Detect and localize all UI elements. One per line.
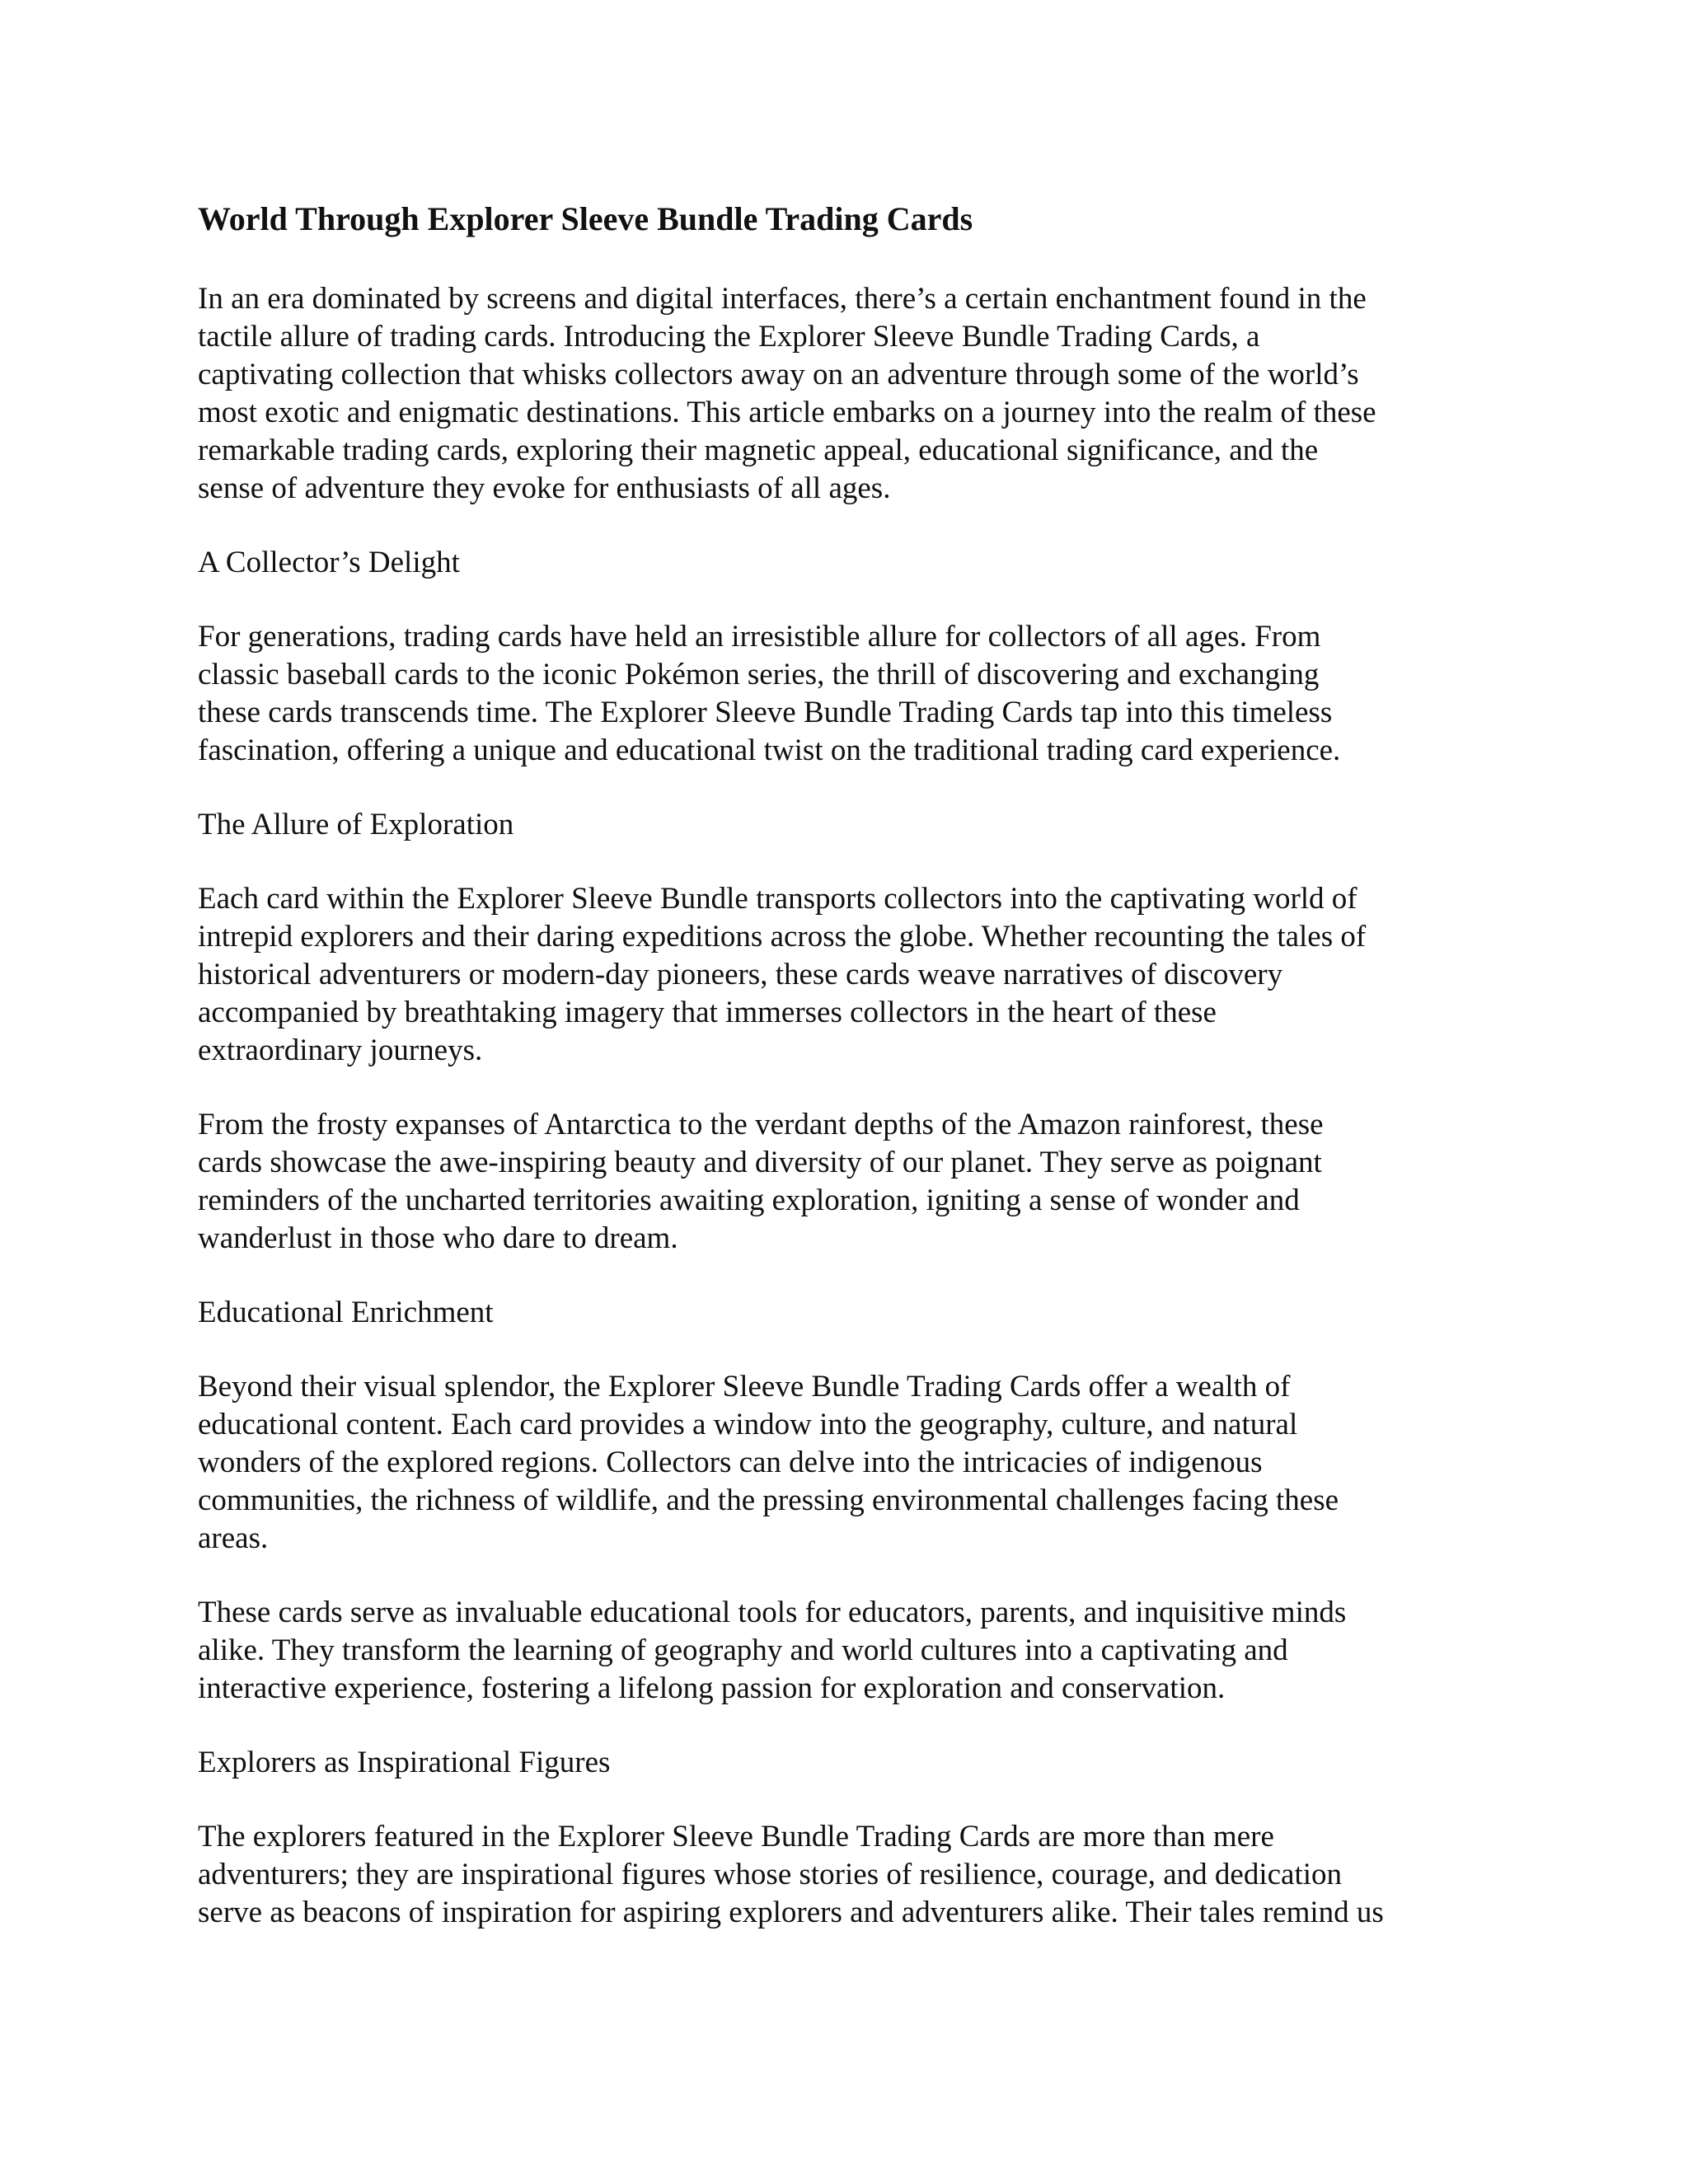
text-line: alike. They transform the learning of geography and world cultures into a captivating and	[198, 1633, 1288, 1667]
heading-text: A Collector’s Delight	[198, 546, 460, 579]
heading-text: The Allure of Exploration	[198, 808, 514, 841]
paragraph	[198, 1594, 1525, 1708]
text-line: Each card within the Explorer Sleeve Bundle transports collectors into the captivating world of	[198, 882, 1357, 916]
text-line: wonders of the explored regions. Collectors can delve into the intricacies of indigenous	[198, 1446, 1263, 1479]
document-page	[198, 196, 1525, 1968]
text-line: extraordinary journeys.	[198, 1033, 483, 1067]
text-line: Beyond their visual splendor, the Explorer Sleeve Bundle Trading Cards offer a wealth of	[198, 1370, 1291, 1404]
document-title: World Through Explorer Sleeve Bundle Trading Cards	[198, 200, 973, 237]
text-line: cards showcase the awe-inspiring beauty and diversity of our planet. They serve as poignant	[198, 1146, 1322, 1179]
paragraph	[198, 1106, 1525, 1258]
text-line: wanderlust in those who dare to dream.	[198, 1221, 678, 1255]
text-line: accompanied by breathtaking imagery that immerses collectors in the heart of these	[198, 996, 1217, 1029]
text-line: historical adventurers or modern-day pioneers, these cards weave narratives of discovery	[198, 958, 1283, 991]
section-heading	[198, 1294, 1525, 1332]
text-line: communities, the richness of wildlife, and the pressing environmental challenges facing these	[198, 1483, 1339, 1517]
text-line: educational content. Each card provides a window into the geography, culture, and natural	[198, 1408, 1298, 1441]
section-heading	[198, 1744, 1525, 1782]
text-line: interactive experience, fostering a lifelong passion for exploration and conservation.	[198, 1671, 1226, 1705]
text-line: remarkable trading cards, exploring their magnetic appeal, educational significance, and the	[198, 434, 1319, 467]
paragraph	[198, 618, 1525, 770]
text-line: These cards serve as invaluable educational tools for educators, parents, and inquisitive minds	[198, 1596, 1347, 1629]
paragraph	[198, 1368, 1525, 1558]
section-heading	[198, 806, 1525, 844]
paragraph	[198, 1818, 1525, 1932]
text-line: intrepid explorers and their daring expeditions across the globe. Whether recounting the tales of	[198, 920, 1367, 954]
text-line: reminders of the uncharted territories awaiting exploration, igniting a sense of wonder and	[198, 1183, 1300, 1217]
text-line: serve as beacons of inspiration for aspiring explorers and adventurers alike. Their tales remind us	[198, 1896, 1384, 1929]
text-line: most exotic and enigmatic destinations. This article embarks on a journey into the realm of these	[198, 396, 1376, 429]
intro-paragraph	[198, 280, 1525, 508]
text-line: sense of adventure they evoke for enthusiasts of all ages.	[198, 471, 891, 505]
text-line: tactile allure of trading cards. Introducing the Explorer Sleeve Bundle Trading Cards, a	[198, 320, 1260, 354]
text-line: captivating collection that whisks collectors away on an adventure through some of the world’s	[198, 358, 1359, 391]
text-line: these cards transcends time. The Explorer Sleeve Bundle Trading Cards tap into this timeless	[198, 696, 1333, 729]
heading-text: Explorers as Inspirational Figures	[198, 1746, 611, 1779]
text-line: classic baseball cards to the iconic Pokémon series, the thrill of discovering and exchanging	[198, 658, 1320, 691]
text-line: fascination, offering a unique and educational twist on the traditional trading card experience.	[198, 733, 1341, 767]
text-line: areas.	[198, 1521, 269, 1555]
text-line: adventurers; they are inspirational figures whose stories of resilience, courage, and dedication	[198, 1858, 1343, 1891]
text-line: In an era dominated by screens and digital interfaces, there’s a certain enchantment found in the	[198, 282, 1367, 316]
text-line: For generations, trading cards have held an irresistible allure for collectors of all ages. From	[198, 620, 1321, 654]
text-line: From the frosty expanses of Antarctica to the verdant depths of the Amazon rainforest, these	[198, 1108, 1324, 1141]
paragraph	[198, 880, 1525, 1070]
heading-text: Educational Enrichment	[198, 1296, 494, 1329]
section-heading	[198, 544, 1525, 582]
text-line: The explorers featured in the Explorer Sleeve Bundle Trading Cards are more than mere	[198, 1820, 1274, 1854]
